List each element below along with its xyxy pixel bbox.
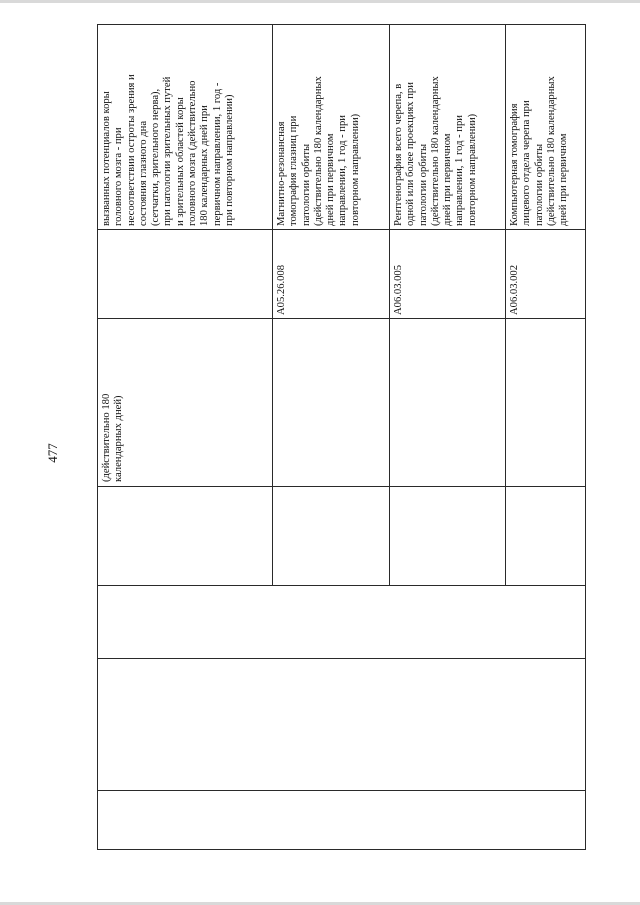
- table-cell-service: вызванных потенциалов коры головного мозга - при несоответствии остроты зрения и состояния глазного дна (сетчатки, зрительного нерва), при патологии зрительных путей и зрительных областей коры головного мозга (действительно 180 календарных дней при первичном направлении, 1 год - при повторном направлении): [101, 74, 235, 226]
- table-border-left: [97, 24, 98, 850]
- table-cell-code: A05.26.008: [276, 264, 287, 315]
- row-divider-2: [389, 24, 390, 586]
- column-divider-6: [97, 790, 586, 791]
- page-number: 477: [45, 443, 60, 463]
- scan-top-edge: [0, 0, 640, 3]
- column-divider-5: [97, 658, 586, 659]
- table-cell-period: (действительно 180 календарных дней): [101, 393, 125, 482]
- table-border-right: [585, 24, 586, 850]
- column-divider-1: [97, 229, 586, 230]
- table-cell-service: Рентгенография всего черепа, в одной или более проекциях при патологии орбиты (действительно 180 календарных дней при первичном направлении, 1 год - при повторном направлении): [393, 76, 478, 226]
- column-divider-3: [97, 486, 586, 487]
- table-border-bottom: [97, 849, 586, 850]
- row-divider-1: [272, 24, 273, 586]
- table-cell-code: A06.03.005: [393, 264, 404, 315]
- table-cell-service: Магнитно-резонансная томография глазниц при патологии орбиты (действительно 180 календарных дней при первичном направлении, 1 год - при повторном направлении): [276, 76, 361, 226]
- table-border-top: [97, 24, 586, 25]
- table-cell-code: A06.03.002: [509, 264, 520, 315]
- column-divider-4: [97, 585, 586, 586]
- table-cell-service: Компьютерная томография лицевого отдела черепа при патологии орбиты (действительно 180 календарных дней при первичном: [509, 76, 570, 226]
- row-divider-3: [505, 24, 506, 586]
- column-divider-2: [97, 318, 586, 319]
